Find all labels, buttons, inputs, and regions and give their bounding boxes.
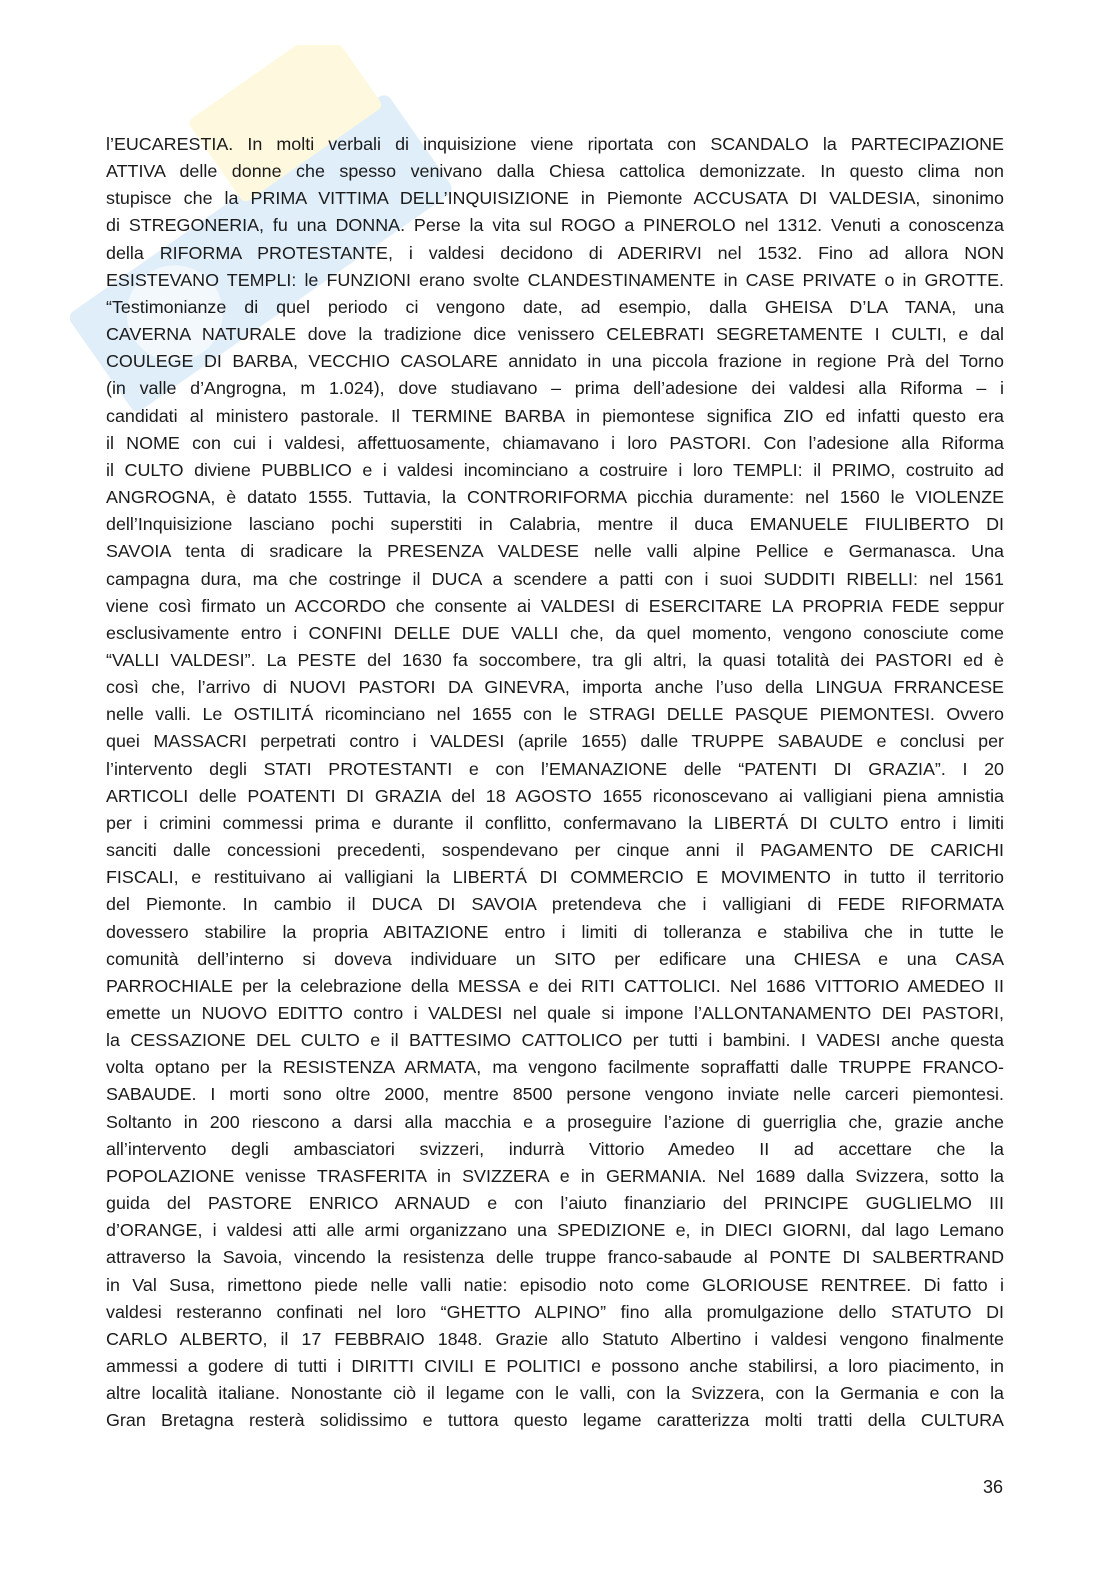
- text-line: “Testimonianze di quel periodo ci vengono date, ad esempio, dalla GHEISA D’LA TANA, una: [106, 296, 1004, 317]
- text-line: all’intervento degli ambasciatori svizzeri, indurrà Vittorio Amedeo II ad accettare che la: [106, 1138, 1004, 1159]
- text-line: guida del PASTORE ENRICO ARNAUD e con l’aiuto finanziario del PRINCIPE GUGLIELMO III: [106, 1193, 1004, 1214]
- text-line: FISCALI, e restituivano ai valligiani la LIBERTÁ DI COMMERCIO E MOVIMENTO in tutto il territorio: [106, 867, 1004, 888]
- text-line: la CESSAZIONE DEL CULTO e il BATTESIMO CATTOLICO per tutti i bambini. I VADESI anche questa: [106, 1030, 1004, 1051]
- text-line: PARROCHIALE per la celebrazione della MESSA e dei RITI CATTOLICI. Nel 1686 VITTORIO AMEDEO II: [106, 975, 1004, 996]
- text-line: (in valle d’Angrogna, m 1.024), dove studiavano – prima dell’adesione dei valdesi alla Riforma – i: [106, 378, 1004, 399]
- text-line: ammessi a godere di tutti i DIRITTI CIVILI E POLITICI e possono anche stabilirsi, a loro piacimento, in: [106, 1356, 1004, 1377]
- text-line: CARLO ALBERTO, il 17 FEBBRAIO 1848. Grazie allo Statuto Albertino i valdesi vengono finalmente: [106, 1328, 1004, 1349]
- text-line: ANGROGNA, è datato 1555. Tuttavia, la CONTRORIFORMA picchia duramente: nel 1560 le VIOLENZE: [106, 487, 1004, 508]
- text-line: nelle valli. Le OSTILITÁ ricominciano nel 1655 con le STRAGI DELLE PASQUE PIEMONTESI. Ovvero: [106, 704, 1004, 725]
- text-line: COULEGE DI BARBA, VECCHIO CASOLARE annidato in una piccola frazione in regione Prà del Torno: [106, 351, 1004, 372]
- text-line: del Piemonte. In cambio il DUCA DI SAVOIA pretendeva che i valligiani di FEDE RIFORMATA: [106, 894, 1004, 915]
- text-line: l’intervento degli STATI PROTESTANTI e con l’EMANAZIONE delle “PATENTI DI GRAZIA”. I 20: [106, 758, 1004, 779]
- text-line: campagna dura, ma che costringe il DUCA a scendere a patti con i suoi SUDDITI RIBELLI: nel 1561: [106, 568, 1004, 589]
- text-line: candidati al ministero pastorale. Il TERMINE BARBA in piemontese significa ZIO ed infatti questo era: [106, 405, 1004, 426]
- text-line: Soltanto in 200 riescono a darsi alla macchia e a proseguire l’azione di guerriglia che, grazie anche: [106, 1111, 1004, 1132]
- text-line: SAVOIA tenta di sradicare la PRESENZA VALDESE nelle valli alpine Pellice e Germanasca. Una: [106, 541, 1004, 562]
- text-line: viene così firmato un ACCORDO che consente ai VALDESI di ESERCITARE LA PROPRIA FEDE seppur: [106, 595, 1004, 616]
- text-line: SABAUDE. I morti sono oltre 2000, mentre 8500 persone vengono inviate nelle carceri piemontesi.: [106, 1084, 1004, 1105]
- text-line: il CULTO diviene PUBBLICO e i valdesi incominciano a costruire i loro TEMPLI: il PRIMO, costruito ad: [106, 459, 1004, 480]
- text-line: sanciti dalle concessioni precedenti, sospendevano per cinque anni il PAGAMENTO DE CARICHI: [106, 840, 1004, 861]
- text-line: “VALLI VALDESI”. La PESTE del 1630 fa soccombere, tra gli altri, la quasi totalità dei PASTORI ed è: [106, 649, 1004, 670]
- text-line: per i crimini commessi prima e durante il conflitto, confermavano la LIBERTÁ DI CULTO entro i limiti: [106, 812, 1004, 833]
- text-line: ATTIVA delle donne che spesso venivano dalla Chiesa cattolica demonizzate. In questo clima non: [106, 161, 1004, 182]
- text-line: comunità dell’interno si doveva individuare un SITO per edificare una CHIESA e una CASA: [106, 948, 1004, 969]
- text-line: stupisce che la PRIMA VITTIMA DELL’INQUISIZIONE in Piemonte ACCUSATA DI VALDESIA, sinonimo: [106, 188, 1004, 209]
- text-line: dell’Inquisizione lasciano pochi superstiti in Calabria, mentre il duca EMANUELE FIULIBERTO DI: [106, 514, 1004, 535]
- text-line: il NOME con cui i valdesi, affettuosamente, chiamavano i loro PASTORI. Con l’adesione alla Riforma: [106, 432, 1004, 453]
- text-line: altre località italiane. Nonostante ciò il legame con le valli, con la Svizzera, con la Germania e con la: [106, 1383, 1004, 1404]
- text-line: ESISTEVANO TEMPLI: le FUNZIONI erano svolte CLANDESTINAMENTE in CASE PRIVATE o in GROTTE.: [106, 269, 1004, 290]
- text-line: ARTICOLI delle POATENTI DI GRAZIA del 18 AGOSTO 1655 riconoscevano ai valligiani piena amnistia: [106, 785, 1004, 806]
- document-body: [106, 131, 1004, 1435]
- text-line: Gran Bretagna resterà solidissimo e tuttora questo legame caratterizza molti tratti della CULTURA: [106, 1410, 1004, 1431]
- text-line: volta optano per la RESISTENZA ARMATA, ma vengono facilmente sopraffatti dalle TRUPPE FRANCO-: [106, 1057, 1004, 1078]
- text-line: esclusivamente entro i CONFINI DELLE DUE VALLI che, da quel momento, vengono conosciute come: [106, 622, 1004, 643]
- page-number: 36: [982, 1477, 1003, 1497]
- text-line: l’EUCARESTIA. In molti verbali di inquisizione viene riportata con SCANDALO la PARTECIPAZIONE: [106, 134, 1004, 154]
- text-line: attraverso la Savoia, vincendo la resistenza delle truppe franco-sabaude al PONTE DI SALBERTRAND: [106, 1247, 1004, 1268]
- text-line: dovessero stabilire la propria ABITAZIONE entro i limiti di tolleranza e stabiliva che in tutte le: [106, 921, 1004, 942]
- text-line: quei MASSACRI perpetrati contro i VALDESI (aprile 1655) dalle TRUPPE SABAUDE e conclusi per: [106, 731, 1004, 752]
- text-line: CAVERNA NATURALE dove la tradizione dice venissero CELEBRATI SEGRETAMENTE I CULTI, e dal: [106, 324, 1004, 345]
- text-line: POPOLAZIONE venisse TRASFERITA in SVIZZERA e in GERMANIA. Nel 1689 dalla Svizzera, sotto la: [106, 1165, 1004, 1186]
- text-line: emette un NUOVO EDITTO contro i VALDESI nel quale si impone l’ALLONTANAMENTO DEI PASTORI,: [106, 1003, 1004, 1023]
- text-line: di STREGONERIA, fu una DONNA. Perse la vita sul ROGO a PINEROLO nel 1312. Venuti a conoscenza: [106, 215, 1004, 236]
- text-line: valdesi resteranno confinati nel loro “GHETTO ALPINO” fino alla promulgazione dello STATUTO DI: [106, 1301, 1004, 1322]
- text-line: della RIFORMA PROTESTANTE, i valdesi decidono di ADERIRVI nel 1532. Fino ad allora NON: [106, 242, 1004, 263]
- text-line: in Val Susa, rimettono piede nelle valli natie: episodio noto come GLORIOUSE RENTREE. Di fatto i: [106, 1274, 1004, 1295]
- text-line: così che, l’arrivo di NUOVI PASTORI DA GINEVRA, importa anche l’uso della LINGUA FRRANCESE: [106, 677, 1004, 698]
- text-line: d’ORANGE, i valdesi atti alle armi organizzano una SPEDIZIONE e, in DIECI GIORNI, dal lago Lemano: [106, 1220, 1004, 1241]
